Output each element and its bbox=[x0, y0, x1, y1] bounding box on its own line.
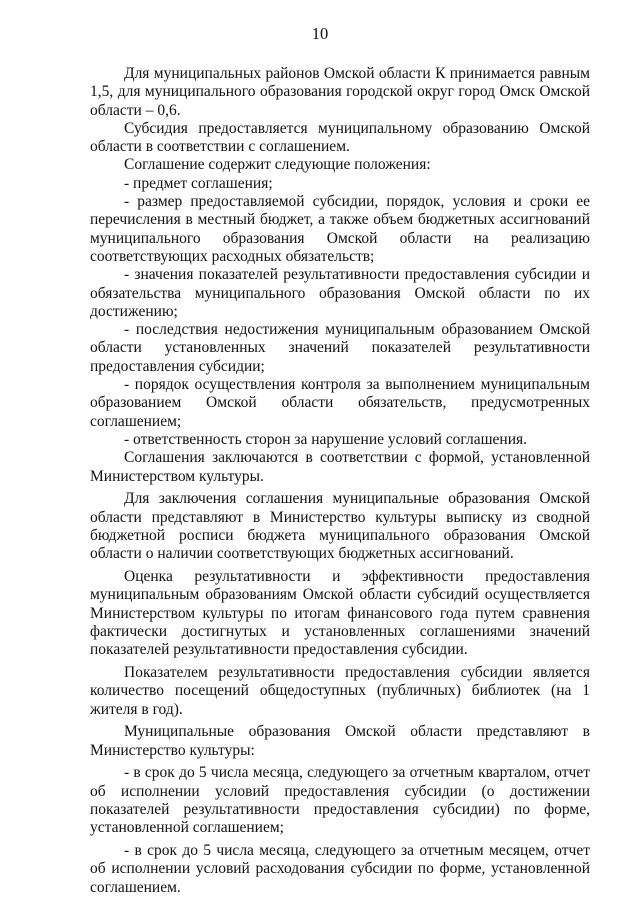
paragraph-budget-extract: Для заключения соглашения муниципальные образования Омской области представляют в Министерство культуры выписку из сводной бюджетной росписи бюджета муниципального образования Омской области о наличии соответствующих бюджетных ассигнований. bbox=[90, 490, 590, 563]
paragraph-indicator: Показателем результативности предоставления субсидии является количество посещений общедоступных (публичных) библиотек (на 1 жителя в год). bbox=[90, 664, 590, 718]
paragraph-agreement-contents: Соглашение содержит следующие положения: bbox=[124, 156, 431, 174]
list-item-indicators: - значения показателей результативности предоставления субсидии и обязательства муниципального образования Омской области по их достижению; bbox=[90, 266, 590, 320]
page-number: 10 bbox=[311, 24, 329, 43]
list-item-consequences: - последствия недостижения муниципальным образованием Омской области установленных значений показателей результативности предоставления субсидии; bbox=[90, 321, 590, 375]
list-item-subject: - предмет соглашения; bbox=[124, 174, 273, 192]
document-body bbox=[90, 65, 590, 897]
list-item-amount: - размер предоставляемой субсидии, порядок, условия и сроки ее перечисления в местный бюджет, а также объем бюджетных ассигнований муниципального образования Омской области на реализацию соответствующих расходных обязательств; bbox=[90, 193, 590, 265]
list-item-monthly-report: - в срок до 5 числа месяца, следующего за отчетным месяцем, отчет об исполнении условий расходования субсидии по форме, установленной соглашением. bbox=[90, 842, 590, 896]
paragraph-reporting: Муниципальные образования Омской области представляют в Министерство культуры: bbox=[90, 723, 590, 759]
list-item-control: - порядок осуществления контроля за выполнением муниципальным образованием Омской области обязательств, предусмотренных соглашением; bbox=[90, 376, 590, 430]
list-item-quarterly-report: - в срок до 5 числа месяца, следующего за отчетным кварталом, отчет об исполнении условий предоставления субсидии (о достижении показателей результативности предоставления субсидии) по форме, установленной соглашением; bbox=[90, 764, 590, 837]
paragraph-subsidy-agreement: Субсидия предоставляется муниципальному образованию Омской области в соответствии с соглашением. bbox=[90, 119, 590, 156]
list-item-responsibility: - ответственность сторон за нарушение условий соглашения. bbox=[124, 430, 528, 448]
paragraph-coefficient: Для муниципальных районов Омской области К принимается равным 1,5, для муниципального образования городской округ город Омск Омской области – 0,6. bbox=[90, 65, 590, 119]
paragraph-evaluation: Оценка результативности и эффективности предоставления муниципальным образованиям Омской области субсидий осуществляется Министерством культуры по итогам финансового года путем сравнения фактически достигнутых и установленных соглашениями значений показателей результативности предоставления субсидии. bbox=[90, 568, 590, 659]
paragraph-agreement-form: Соглашения заключаются в соответствии с формой, установленной Министерством культуры. bbox=[90, 449, 590, 485]
